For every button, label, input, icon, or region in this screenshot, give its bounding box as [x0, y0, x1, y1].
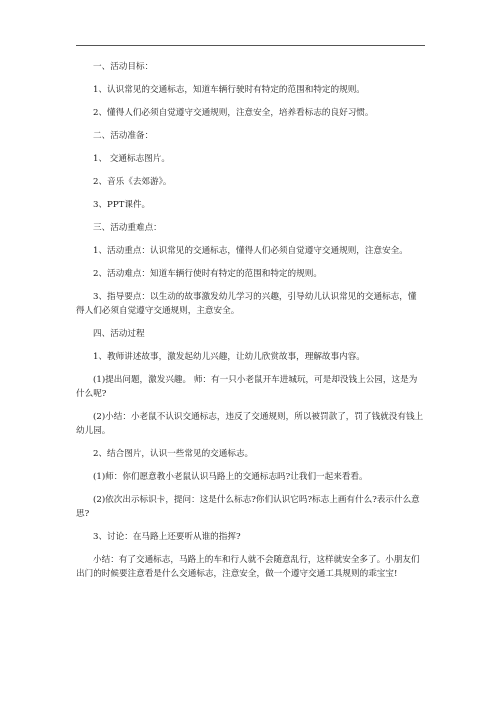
- header-rule: [76, 45, 425, 46]
- heading-goals: 一、活动目标：: [93, 62, 154, 72]
- heading-preparation: 二、活动准备：: [93, 131, 154, 141]
- document-body: [76, 57, 425, 581]
- prep-item-3: 3、PPT课件。: [93, 200, 151, 210]
- key-point-2: 2、活动难点：知道车辆行使时有特定的范围和特定的规则。: [93, 269, 322, 279]
- process-step-2: 2、结合图片，认识一些常见的交通标志。: [93, 449, 254, 459]
- process-step-1-q1: (1)提出问题，激发兴趣。 师：有一只小老鼠开车进城玩，可是却没钱上公园，这是为什么呢?: [76, 375, 418, 399]
- key-point-1: 1、活动重点：认识常见的交通标志，懂得人们必须自觉遵守交通规则，注意安全。: [93, 246, 408, 256]
- process-step-2-q1: (1)师：你们愿意教小老鼠认识马路上的交通标志吗?让我们一起来看看。: [93, 472, 368, 482]
- prep-item-1: 1、 交通标志图片。: [93, 154, 170, 164]
- heading-process: 四、活动过程: [93, 329, 145, 339]
- goal-item-2: 2、懂得人们必须自觉遵守交通规则，注意安全，培养看标志的良好习惯。: [93, 108, 374, 118]
- prep-item-2: 2、音乐《去郊游》。: [93, 177, 172, 187]
- key-point-3: 3、指导要点：以生动的故事激发幼儿学习的兴趣，引导幼儿认识常见的交通标志，懂得人们必须自觉遵守交通规则，主意安全。: [76, 292, 417, 316]
- process-step-1: 1、教师讲述故事，激发起幼儿兴趣，让幼儿欣赏故事，理解故事内容。: [93, 352, 365, 362]
- heading-key-points: 三、活动重难点：: [93, 223, 162, 233]
- process-step-3: 3、讨论：在马路上还要听从谁的指挥?: [93, 532, 241, 542]
- summary-paragraph: 小结：有了交通标志，马路上的车和行人就不会随意乱行，这样就安全多了。小朋友们出门的时候要注意看是什么交通标志，注意安全，做一个遵守交通工具规则的乖宝宝!: [76, 555, 420, 579]
- process-step-1-q2: (2)小结：小老鼠不认识交通标志，违反了交通规则，所以被罚款了，罚了钱就没有钱上幼儿园。: [76, 412, 424, 436]
- goal-item-1: 1、认识常见的交通标志，知道车辆行驶时有特定的范围和特定的规则。: [93, 85, 365, 95]
- process-step-2-q2: (2)依次出示标识卡，提问：这是什么标志?你们认识它吗?标志上画有什么?表示什么意思?: [76, 495, 420, 519]
